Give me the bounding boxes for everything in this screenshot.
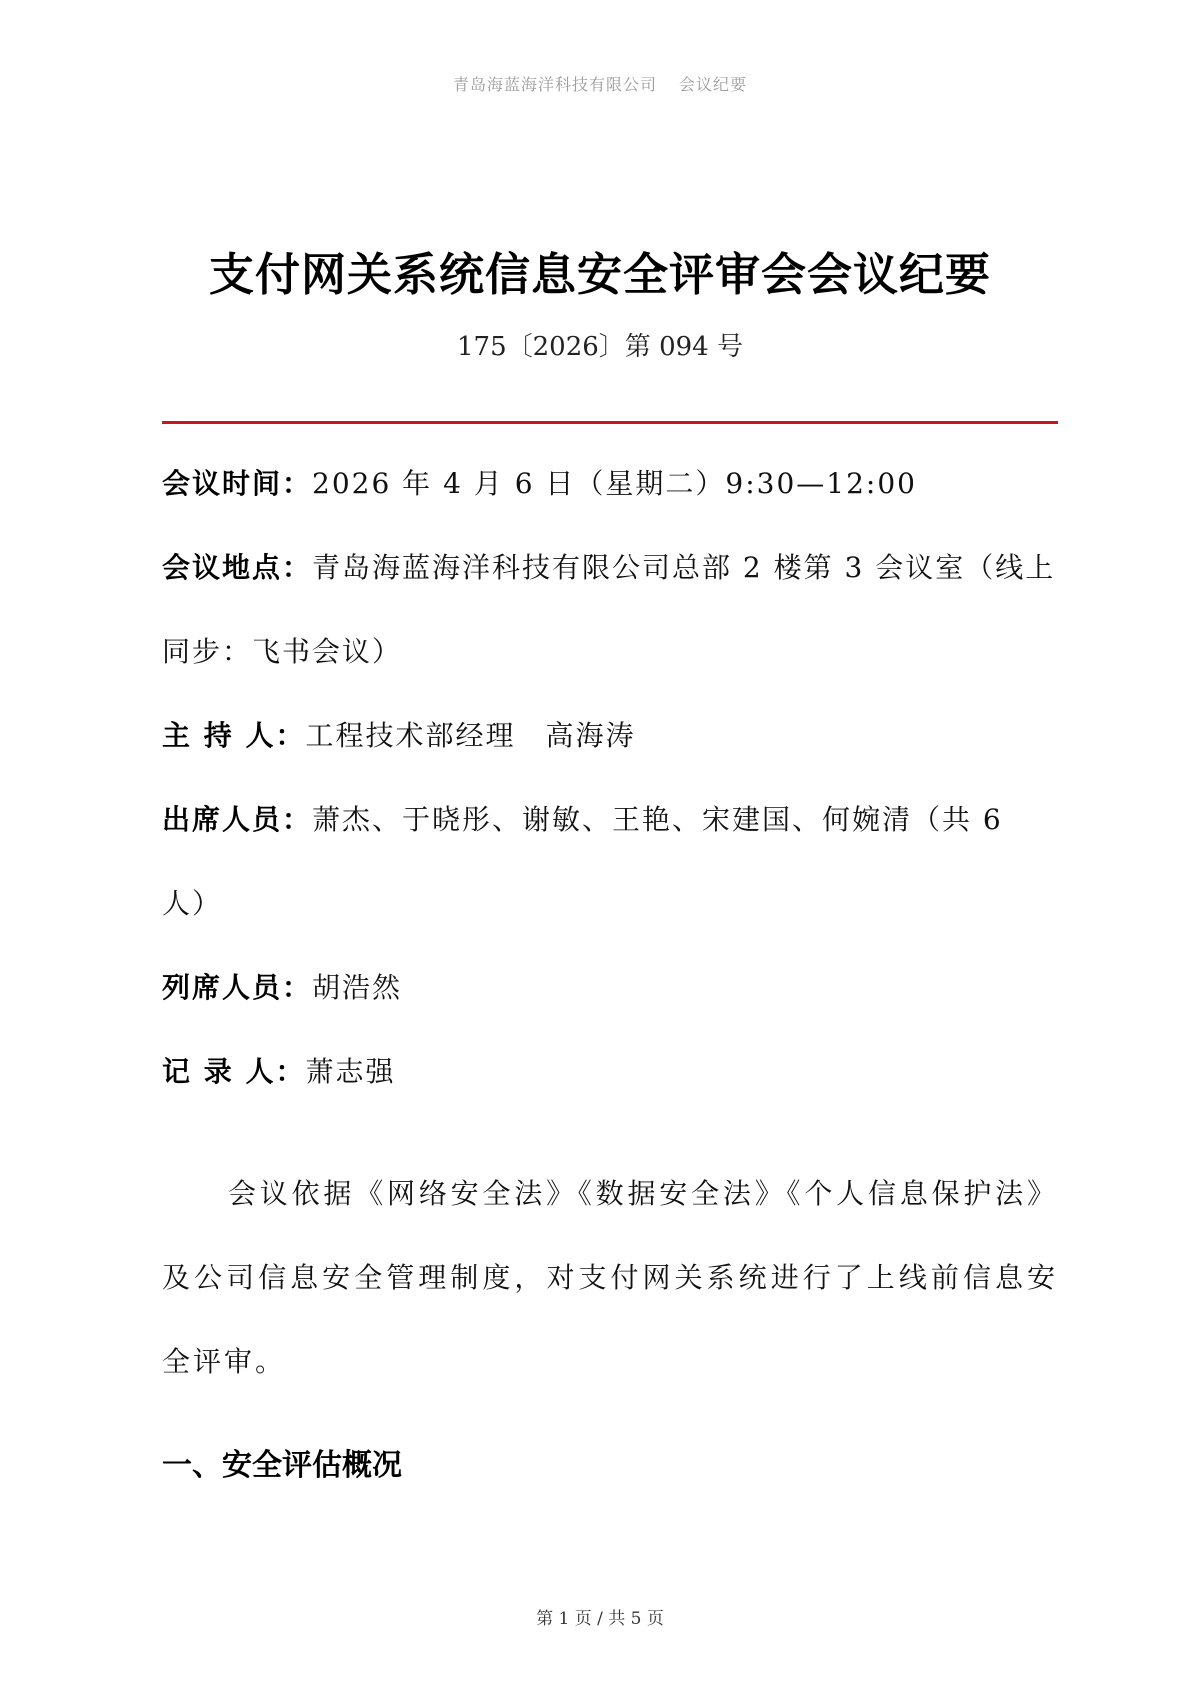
meeting-host-label: 主 持 人： (162, 719, 306, 752)
observers-label: 列席人员： (162, 971, 313, 1004)
meeting-time-row (162, 442, 1058, 526)
observers-value: 胡浩然 (312, 971, 403, 1004)
attendees-label: 出席人员： (162, 803, 313, 836)
recorder-row (162, 1030, 1058, 1114)
recorder-label: 记 录 人： (162, 1055, 306, 1088)
observers-row (162, 946, 1058, 1030)
meeting-host-row (162, 694, 1058, 778)
recorder-value: 萧志强 (305, 1055, 396, 1088)
meeting-location-row (162, 526, 1058, 694)
attendees-row (162, 778, 1058, 946)
page-footer: 第 1 页 / 共 5 页 (536, 1609, 664, 1629)
document-title: 支付网关系统信息安全评审会会议纪要 (208, 248, 991, 301)
meeting-location-value: 青岛海蓝海洋科技有限公司总部 2 楼第 3 会议室（线上同步：飞书会议） (162, 551, 1056, 668)
page-header (0, 72, 1200, 95)
meeting-time-label: 会议时间： (162, 467, 313, 500)
meeting-location-label: 会议地点： (162, 551, 313, 584)
meeting-info (162, 442, 1058, 1114)
header-company: 青岛海蓝海洋科技有限公司 (452, 75, 657, 94)
header-doc-type: 会议纪要 (679, 75, 748, 94)
meeting-time-value: 2026 年 4 月 6 日（星期二）9:30—12:00 (312, 467, 917, 500)
document-number: 175〔2026〕第 094 号 (457, 332, 743, 362)
attendees-value: 萧杰、于晓彤、谢敏、王艳、宋建国、何婉清（共 6 人） (162, 803, 1003, 920)
intro-paragraph: 会议依据《网络安全法》《数据安全法》《个人信息保护法》及公司信息安全管理制度，对支付网关系统进行了上线前信息安全评审。 (162, 1177, 1058, 1378)
meeting-host-value: 工程技术部经理 高海涛 (305, 719, 636, 752)
red-divider-rule (162, 421, 1058, 424)
section-1-heading: 一、安全评估概况 (162, 1448, 402, 1483)
